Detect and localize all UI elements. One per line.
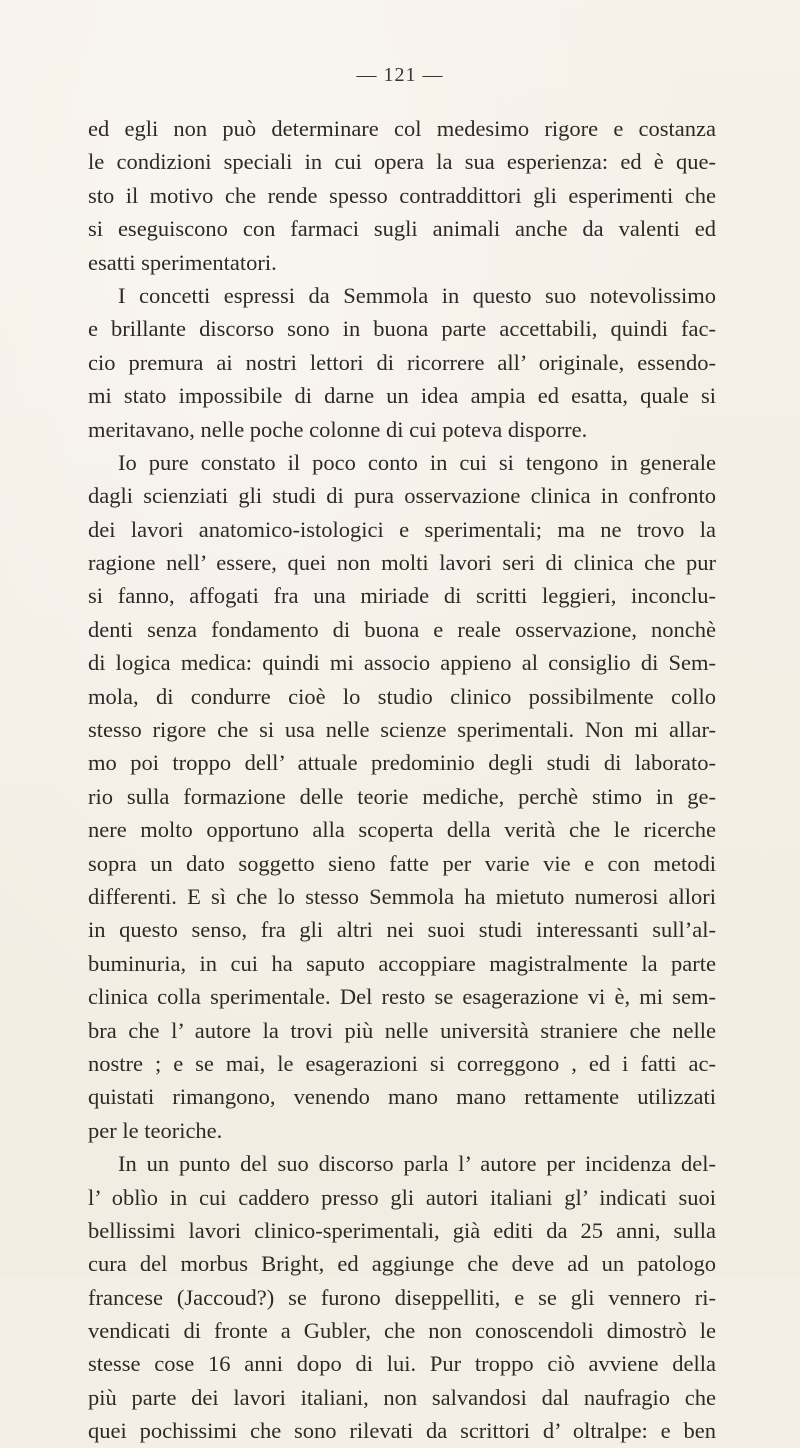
text-line: mola, di condurre cioè lo studio clinico possibilmente collo [88,683,716,709]
text-line: dei lavori anatomico-istologici e sperimentali; ma ne trovo la [88,516,716,542]
text-line: meritavano, nelle poche colonne di cui poteva disporre. [88,416,588,442]
text-line: quistati rimangono, venendo mano mano rettamente utilizzati [88,1084,716,1110]
text-line: più parte dei lavori italiani, non salvandosi dal naufragio che [88,1384,716,1410]
text-line: mo poi troppo dell’ attuale predominio degli studi di laborato- [88,750,716,776]
page-number: — 121 — [356,64,444,86]
text-line: vendicati di fronte a Gubler, che non conoscendoli dimostrò le [88,1318,716,1344]
text-line: ed egli non può determinare col medesimo rigore e costanza [88,116,716,141]
text-line: quei pochissimi che sono rilevati da scrittori d’ oltralpe: e ben [88,1418,716,1444]
text-line: clinica colla sperimentale. Del resto se esagerazione vi è, mi sem- [88,984,716,1010]
text-line: sopra un dato soggetto sieno fatte per varie vie e con metodi [88,850,716,876]
body-text [88,112,716,1448]
text-line: cio premura ai nostri lettori di ricorrere all’ originale, essendo- [88,349,716,375]
text-line: si eseguiscono con farmaci sugli animali anche da valenti ed [88,216,716,242]
text-line: buminuria, in cui ha saputo accoppiare magistralmente la parte [88,950,716,976]
text-line: nostre ; e se mai, le esagerazioni si correggono , ed i fatti ac- [88,1050,716,1076]
text-line: nere molto opportuno alla scoperta della verità che le ricerche [88,817,716,843]
text-line: dagli scienziati gli studi di pura osservazione clinica in confronto [88,483,716,509]
text-line: di logica medica: quindi mi associo appieno al consiglio di Sem- [88,650,716,676]
text-line: in questo senso, fra gli altri nei suoi studi interessanti sull’al- [88,917,716,943]
text-line: si fanno, affogati fra una miriade di scritti leggieri, inconclu- [88,583,716,609]
text-line: esatti sperimentatori. [88,249,277,275]
text-line: rio sulla formazione delle teorie mediche, perchè stimo in ge- [88,783,716,809]
text-line: sto il motivo che rende spesso contraddittori gli esperimenti che [88,182,716,208]
text-line: le condizioni speciali in cui opera la sua esperienza: ed è que- [88,149,716,175]
text-line: bra che l’ autore la trovi più nelle università straniere che nelle [88,1017,716,1043]
text-line: mi stato impossibile di darne un idea ampia ed esatta, quale si [88,383,716,409]
text-line: ragione nell’ essere, quei non molti lavori seri di clinica che pur [88,550,716,576]
text-line: l’ oblìo in cui caddero presso gli autori italiani gl’ indicati suoi [88,1184,716,1210]
text-line: e brillante discorso sono in buona parte accettabili, quindi fac- [88,316,716,342]
text-line: stesse cose 16 anni dopo di lui. Pur troppo ciò avviene della [88,1351,716,1377]
text-line: stesso rigore che si usa nelle scienze sperimentali. Non mi allar- [88,717,716,743]
text-line: Io pure constato il poco conto in cui si tengono in generale [118,449,716,475]
text-line: In un punto del suo discorso parla l’ autore per incidenza del- [118,1151,716,1177]
text-line: denti senza fondamento di buona e reale osservazione, nonchè [88,616,716,642]
text-line: per le teoriche. [88,1117,223,1143]
text-line: differenti. E sì che lo stesso Semmola ha mietuto numerosi allori [88,883,716,909]
text-line: cura del morbus Bright, ed aggiunge che deve ad un patologo [88,1251,716,1277]
text-line: I concetti espressi da Semmola in questo suo notevolissimo [118,282,716,308]
text-line: francese (Jaccoud?) se furono diseppelliti, e se gli vennero ri- [88,1284,716,1310]
text-line: bellissimi lavori clinico-sperimentali, già editi da 25 anni, sulla [88,1217,716,1243]
